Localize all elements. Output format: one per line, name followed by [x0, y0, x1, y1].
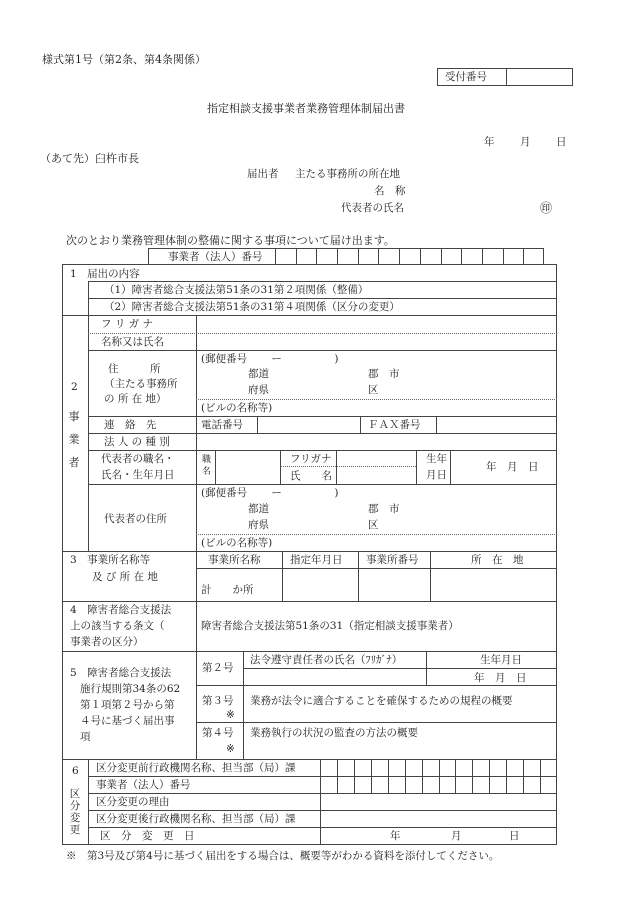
section1-option1: （1）障害者総合支援法第51条の31第２項関係（整備）: [104, 284, 369, 296]
section2-vertical-label: 事 業 者: [68, 410, 80, 470]
sec6-cell-divider: [405, 759, 406, 793]
section1-option2: （2）障害者総合支援法第51条の31第４項関係（区分の変更）: [104, 301, 400, 313]
sec6-cell-divider: [422, 759, 423, 793]
section3-label-1: 3 事業所名称等: [70, 554, 151, 566]
item4-text: 業務執行の状況の監査の方法の概要: [250, 727, 418, 739]
todo-label: 都道: [248, 368, 269, 380]
section5-label-4: ４号に基づく届出事: [80, 715, 175, 727]
notifier-office-address-label: 主たる事務所の所在地: [295, 168, 400, 180]
form-number: 様式第1号（第2条、第4条関係）: [42, 53, 206, 66]
section2-number: 2: [71, 381, 78, 393]
section1-label: 1 届出の内容: [70, 268, 140, 280]
sec6-cell-divider: [354, 759, 355, 793]
section4-label-1: 4 障害者総合支援法: [70, 604, 172, 616]
sec6-cell-divider: [472, 759, 473, 793]
addressee: （あて先）臼杵市長: [40, 152, 139, 165]
change-date-month: 月: [451, 830, 462, 842]
sec6-cell-divider: [388, 759, 389, 793]
rep-label-1: 代表者の職名・: [101, 453, 175, 465]
section4-label-3: 事業者の区分）: [70, 636, 144, 648]
section3-label-2: 及 び 所 在 地: [92, 571, 158, 583]
corp-number-cell-divider: [275, 248, 276, 265]
location-header: 所 在 地: [471, 554, 524, 566]
rep-address-label: 代表者の住所: [104, 513, 167, 525]
corp-number-cell-divider: [461, 248, 462, 265]
sec6-cell-divider: [320, 759, 321, 793]
sec6-cell-divider: [523, 759, 524, 793]
date-year: 年: [484, 136, 495, 148]
furigana2-label: フリガナ: [290, 453, 332, 465]
corp-number-cell-divider: [378, 248, 379, 265]
section5-label-1: 5 障害者総合支援法: [70, 667, 172, 679]
post-change-agency-label: 区分変更後行政機関名称、担当部（局）課: [96, 813, 296, 825]
corp-number-cell-divider: [482, 248, 483, 265]
intro-text: 次のとおり業務管理体制の整備に関する事項について届け出ます。: [66, 234, 395, 247]
item4-mark: ※: [226, 743, 235, 755]
receipt-number-label: 受付番号: [445, 71, 487, 83]
change-date-day: 日: [509, 830, 520, 842]
corp-number-cell-divider: [358, 248, 359, 265]
furigana-label: フ リ ガ ナ: [101, 318, 154, 330]
section5-label-2: 施行規則第34条の62: [80, 683, 181, 695]
sec6-cell-divider: [439, 759, 440, 793]
corp-number-cell-divider: [316, 248, 317, 265]
rep-postal-code-field[interactable]: (郵便番号 ー ): [201, 487, 339, 499]
item3-text: 業務が法令に適合することを確保するための規程の概要: [250, 695, 513, 707]
shimei-label: 氏 名: [290, 470, 332, 482]
corp-number-cell-divider: [441, 248, 442, 265]
birth-label-1: 生年: [426, 453, 447, 465]
sec6-cell-divider: [540, 759, 541, 793]
address-label-1: 住 所: [108, 363, 161, 375]
date-month: 月: [520, 136, 531, 148]
corp-number-cell-divider: [420, 248, 421, 265]
office-total-count: 計 か所: [201, 584, 254, 596]
birth-label-2: 月日: [426, 469, 447, 481]
notifier-name-label: 名 称: [374, 185, 406, 197]
section6-number: 6: [72, 765, 79, 777]
section4-value: 障害者総合支援法第51条の31（指定相談支援事業者）: [201, 620, 459, 632]
gun-shi-label: 郡 市: [368, 368, 400, 380]
fuken-label: 府県: [248, 384, 269, 396]
date-day: 日: [556, 136, 567, 148]
rep-gun-shi-label: 郡 市: [368, 503, 400, 515]
sec6-cell-divider: [489, 759, 490, 793]
pre-change-agency-label: 区分変更前行政機関名称、担当部（局）課: [96, 762, 296, 774]
corp-number-cell-divider: [337, 248, 338, 265]
item4-label: 第４号: [202, 727, 234, 739]
item3-mark: ※: [226, 709, 235, 721]
corp-number-cell-divider: [399, 248, 400, 265]
officer-birth-label: 生年月日: [480, 654, 522, 666]
seal-mark: ㊞: [540, 201, 553, 215]
address-label-3: の 所 在 地）: [104, 393, 167, 405]
postal-code-field[interactable]: (郵便番号 ー ): [201, 353, 339, 365]
name-label: 名称又は氏名: [101, 336, 164, 348]
shoku-label: 職: [202, 455, 212, 465]
rep-label-2: 氏名・生年月日: [101, 469, 175, 481]
corp-number-cell-divider: [523, 248, 524, 265]
section5-label-3: 第１項第２号から第: [80, 699, 175, 711]
rep-birth-ymd: 年 月 日: [486, 461, 539, 473]
sec6-cell-divider: [455, 759, 456, 793]
footnote: ※ 第3号及び第4号に基づく届出をする場合は、概要等がわかる資料を添付してください。: [66, 850, 500, 862]
sec6-cell-divider: [506, 759, 507, 793]
address-label-2: （主たる事務所: [104, 378, 178, 390]
rep-todo-label: 都道: [248, 503, 269, 515]
corp-number-cell-divider: [503, 248, 504, 265]
ku-label: 区: [368, 384, 379, 396]
sec6-cell-divider: [337, 759, 338, 793]
notifier-representative-label: 代表者の氏名: [341, 202, 404, 214]
change-date-year: 年: [390, 830, 401, 842]
section4-label-2: 上の該当する条文（: [70, 620, 165, 632]
corp-number-cell-divider: [296, 248, 297, 265]
rep-building-name-field[interactable]: (ビルの名称等): [201, 537, 273, 549]
corp-number-label: 事業者（法人）番号: [168, 251, 263, 263]
office-name-header: 事業所名称: [208, 554, 261, 566]
sec6-corp-number-label: 事業者（法人）番号: [96, 779, 191, 791]
building-name-field[interactable]: (ビルの名称等): [201, 402, 273, 414]
officer-birth-ymd: 年 月 日: [474, 672, 527, 684]
office-number-header: 事業所番号: [366, 554, 419, 566]
section6-vertical-label: 区 分 変 更: [69, 788, 81, 837]
section5-label-5: 項: [80, 731, 91, 743]
compliance-officer-label: 法令遵守責任者の氏名（ﾌﾘｶﾞﾅ）: [250, 654, 403, 666]
change-date-label: 区 分 変 更 日: [100, 830, 195, 842]
change-reason-label: 区分変更の理由: [96, 796, 170, 808]
fax-label: ＦＡＸ番号: [368, 419, 421, 431]
rep-ku-label: 区: [368, 519, 379, 531]
rep-fuken-label: 府県: [248, 519, 269, 531]
designation-date-header: 指定年月日: [290, 554, 343, 566]
corp-type-label: 法 人 の 種 別: [104, 436, 170, 448]
contact-label: 連 絡 先: [104, 419, 157, 431]
item2-label: 第２号: [202, 662, 234, 674]
tel-label: 電話番号: [201, 419, 243, 431]
item3-label: 第３号: [202, 695, 234, 707]
sec6-cell-divider: [371, 759, 372, 793]
form-title: 指定相談支援事業者業務管理体制届出書: [207, 102, 405, 115]
mei-label: 名: [202, 467, 212, 477]
notifier-label: 届出者: [247, 168, 279, 180]
